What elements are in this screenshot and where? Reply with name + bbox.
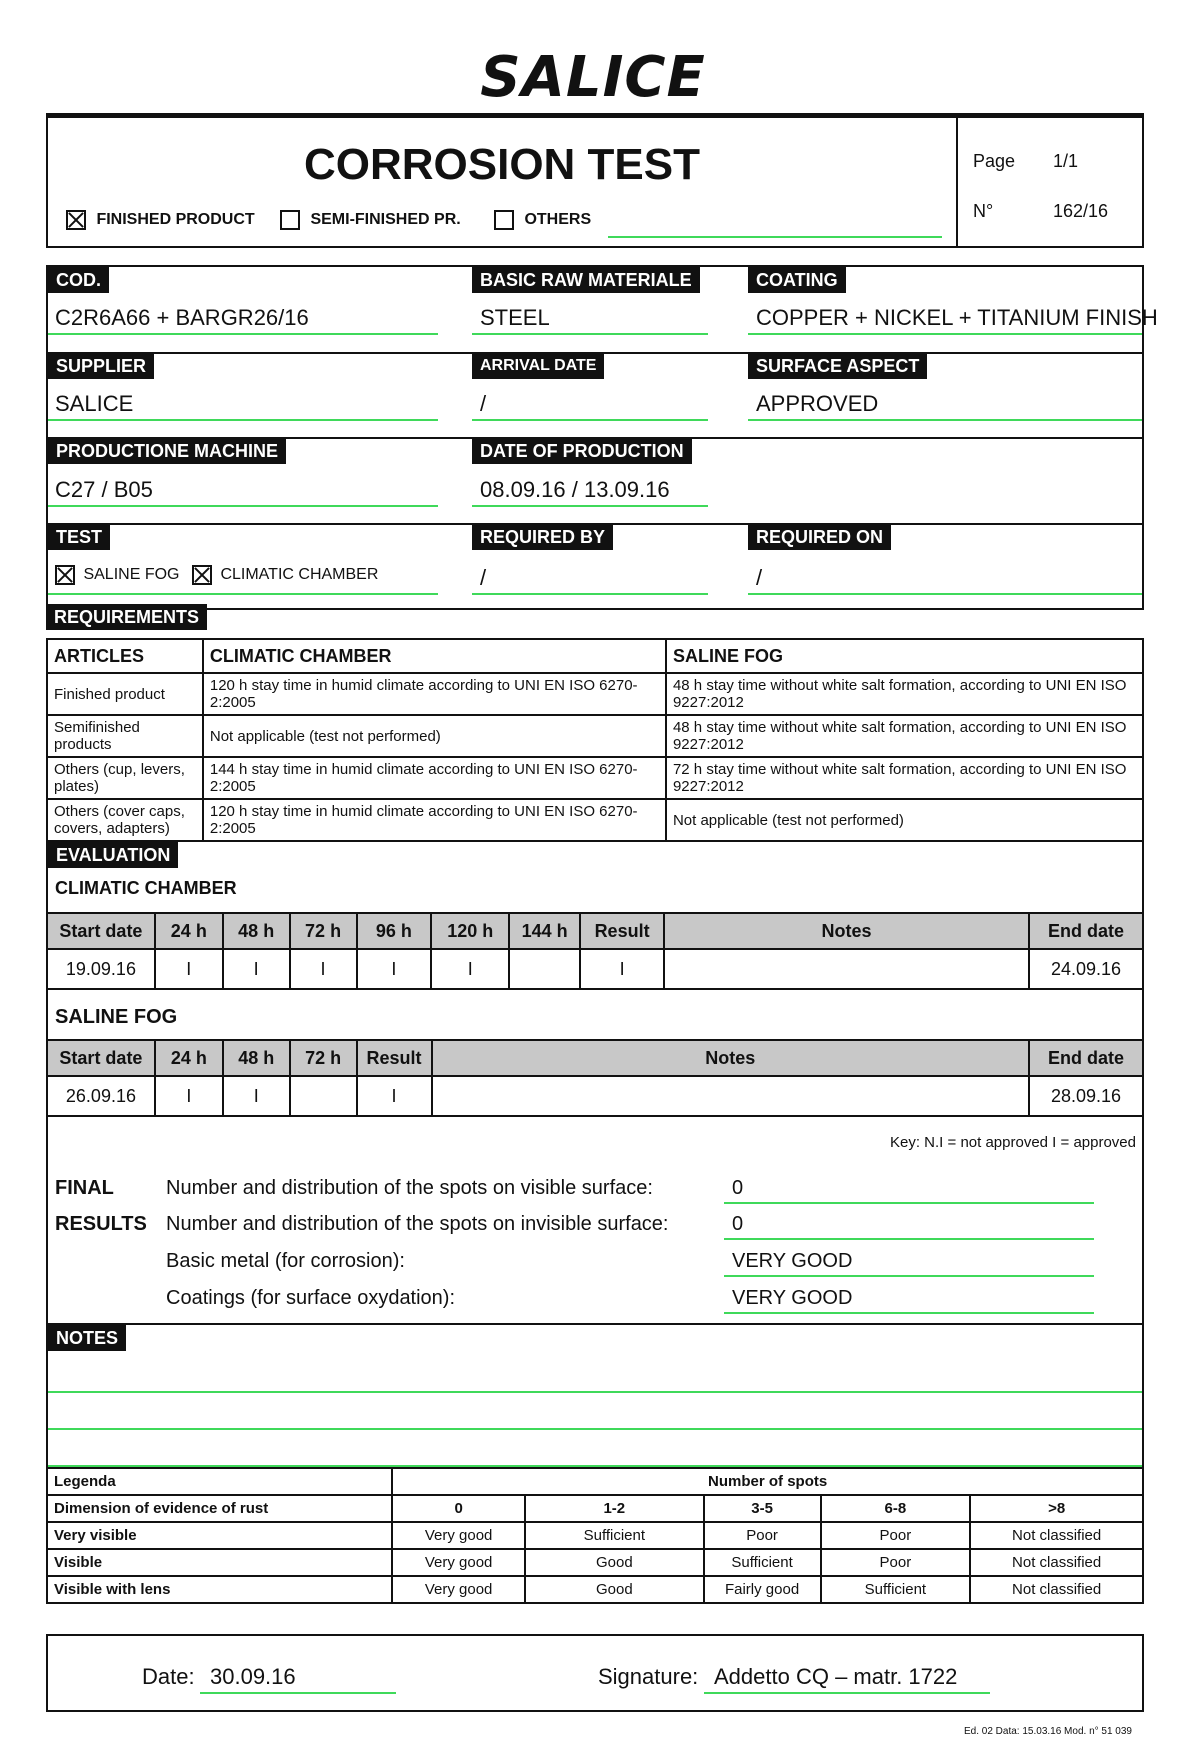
company-logo: SALICE xyxy=(480,45,706,110)
final-label-2: RESULTS xyxy=(55,1213,147,1235)
date-value: 30.09.16 xyxy=(210,1664,296,1689)
evaluation-label: EVALUATION xyxy=(48,842,178,868)
final-item-label: Coatings (for surface oxydation): xyxy=(166,1287,456,1309)
info-box xyxy=(46,265,1158,610)
surface-aspect-label: SURFACE ASPECT xyxy=(748,353,927,379)
unchecked-box-icon[interactable] xyxy=(280,210,300,230)
table-row: 26.09.16 I I I 28.09.16 xyxy=(47,1076,1143,1116)
number-value: 162/16 xyxy=(1053,201,1109,221)
required-by-value: / xyxy=(480,565,487,590)
table-row: Finished product 120 h stay time in humid climate according to UNI EN ISO 6270-2:2005 48 h stay time without white salt formation, according to UNI EN ISO 9227:2012 xyxy=(47,673,1143,715)
requirements-table xyxy=(46,638,1144,842)
raw-material-label: BASIC RAW MATERIALE xyxy=(472,267,700,293)
arrival-date-label: ARRIVAL DATE xyxy=(472,353,604,379)
number-label: N° xyxy=(973,201,994,221)
signature-label: Signature: xyxy=(598,1664,699,1689)
saline-table: Start date 24 h 48 h 72 h Result Notes End date 26.09.16 I I I 28.09.16 xyxy=(46,1039,1144,1117)
others-option[interactable]: OTHERS xyxy=(494,210,591,230)
checked-box-icon[interactable] xyxy=(55,565,75,585)
table-row: Visible with lens Very good Good Fairly good Sufficient Not classified xyxy=(47,1576,1143,1603)
table-row: Semifinished products Not applicable (test not performed) 48 h stay time without white salt formation, according to UNI EN ISO 9227:2012 xyxy=(47,715,1143,757)
header-articles: ARTICLES xyxy=(47,639,203,673)
evaluation-key: Key: N.I = not approved I = approved xyxy=(890,1134,1136,1151)
supplier-value: SALICE xyxy=(55,391,134,416)
semi-finished-option[interactable]: SEMI-FINISHED PR. xyxy=(280,210,461,230)
signature-value: Addetto CQ – matr. 1722 xyxy=(714,1664,958,1689)
required-on-value: / xyxy=(756,565,763,590)
edition-note: Ed. 02 Data: 15.03.16 Mod. n° 51 039 xyxy=(963,1726,1132,1737)
header-saline: SALINE FOG xyxy=(666,639,1143,673)
page-label: Page xyxy=(973,151,1016,171)
page-value: 1/1 xyxy=(1053,151,1079,171)
final-item-label: Number and distribution of the spots on visible surface: xyxy=(166,1177,653,1199)
supplier-label: SUPPLIER xyxy=(48,353,154,379)
required-by-label: REQUIRED BY xyxy=(472,524,613,550)
production-date-label: DATE OF PRODUCTION xyxy=(472,438,692,464)
final-item-value: VERY GOOD xyxy=(732,1250,853,1272)
required-on-label: REQUIRED ON xyxy=(748,524,891,550)
surface-aspect-value: APPROVED xyxy=(756,391,879,416)
climatic-title: CLIMATIC CHAMBER xyxy=(55,878,237,898)
legend-title: Legenda xyxy=(47,1468,392,1495)
final-label-1: FINAL xyxy=(55,1177,114,1199)
table-row: Others (cup, levers, plates) 144 h stay time in humid climate according to UNI EN ISO 6270-2:2005 72 h stay time without white salt formation, according to UNI EN ISO 9227:2012 xyxy=(47,757,1143,799)
final-item-value: 0 xyxy=(732,1213,744,1235)
arrival-date-value: / xyxy=(480,391,487,416)
notes-label: NOTES xyxy=(48,1325,126,1351)
test-label: TEST xyxy=(48,524,110,550)
spots-header: Number of spots xyxy=(392,1468,1143,1495)
final-item-value: 0 xyxy=(732,1177,744,1199)
final-item-value: VERY GOOD xyxy=(732,1287,853,1309)
final-item-label: Number and distribution of the spots on invisible surface: xyxy=(166,1213,669,1235)
climatic-table: Start date 24 h 48 h 72 h 96 h 120 h 144 h Result Notes End date 19.09.16 I I I I I I 24.09.16 xyxy=(46,912,1144,990)
machine-label: PRODUCTIONE MACHINE xyxy=(48,438,286,464)
header-climatic: CLIMATIC CHAMBER xyxy=(203,639,666,673)
notes-box xyxy=(46,1323,1144,1469)
table-row: 19.09.16 I I I I I I 24.09.16 xyxy=(47,949,1143,989)
coating-value: COPPER + NICKEL + TITANIUM FINISH xyxy=(756,305,1158,330)
requirements-label: REQUIREMENTS xyxy=(46,604,207,630)
page-title: CORROSION TEST xyxy=(303,140,701,189)
date-label: Date: xyxy=(142,1664,195,1689)
dimension-header: Dimension of evidence of rust xyxy=(47,1495,392,1522)
cod-value: C2R6A66 + BARGR26/16 xyxy=(55,305,309,330)
final-item-label: Basic metal (for corrosion): xyxy=(166,1250,405,1272)
signature-box xyxy=(46,1634,1144,1712)
table-row: Others (cover caps, covers, adapters) 120 h stay time in humid climate according to UNI EN ISO 6270-2:2005 Not applicable (test not performed) xyxy=(47,799,1143,841)
climatic-chamber-option[interactable]: CLIMATIC CHAMBER xyxy=(192,565,378,585)
cod-label: COD. xyxy=(48,267,109,293)
coating-label: COATING xyxy=(748,267,846,293)
saline-title: SALINE FOG xyxy=(55,1006,178,1028)
legend-table: Legenda Number of spots Dimension of evidence of rust 0 1-2 3-5 6-8 >8 Very visible Very good Sufficient Poor Poor Not classified Visible Very good Good Sufficient Poor Not classified Visible with lens Very good Good Fairly good Sufficient Not classified xyxy=(46,1467,1144,1604)
saline-fog-option[interactable]: SALINE FOG xyxy=(55,565,179,585)
raw-material-value: STEEL xyxy=(480,305,550,330)
header-box xyxy=(46,113,1144,248)
finished-product-option[interactable]: FINISHED PRODUCT xyxy=(66,210,255,230)
production-date-value: 08.09.16 / 13.09.16 xyxy=(480,477,670,502)
checked-box-icon[interactable] xyxy=(192,565,212,585)
machine-value: C27 / B05 xyxy=(55,477,153,502)
table-row: Visible Very good Good Sufficient Poor Not classified xyxy=(47,1549,1143,1576)
others-line xyxy=(608,236,942,238)
table-row: Very visible Very good Sufficient Poor Poor Not classified xyxy=(47,1522,1143,1549)
unchecked-box-icon[interactable] xyxy=(494,210,514,230)
checked-box-icon[interactable] xyxy=(66,210,86,230)
